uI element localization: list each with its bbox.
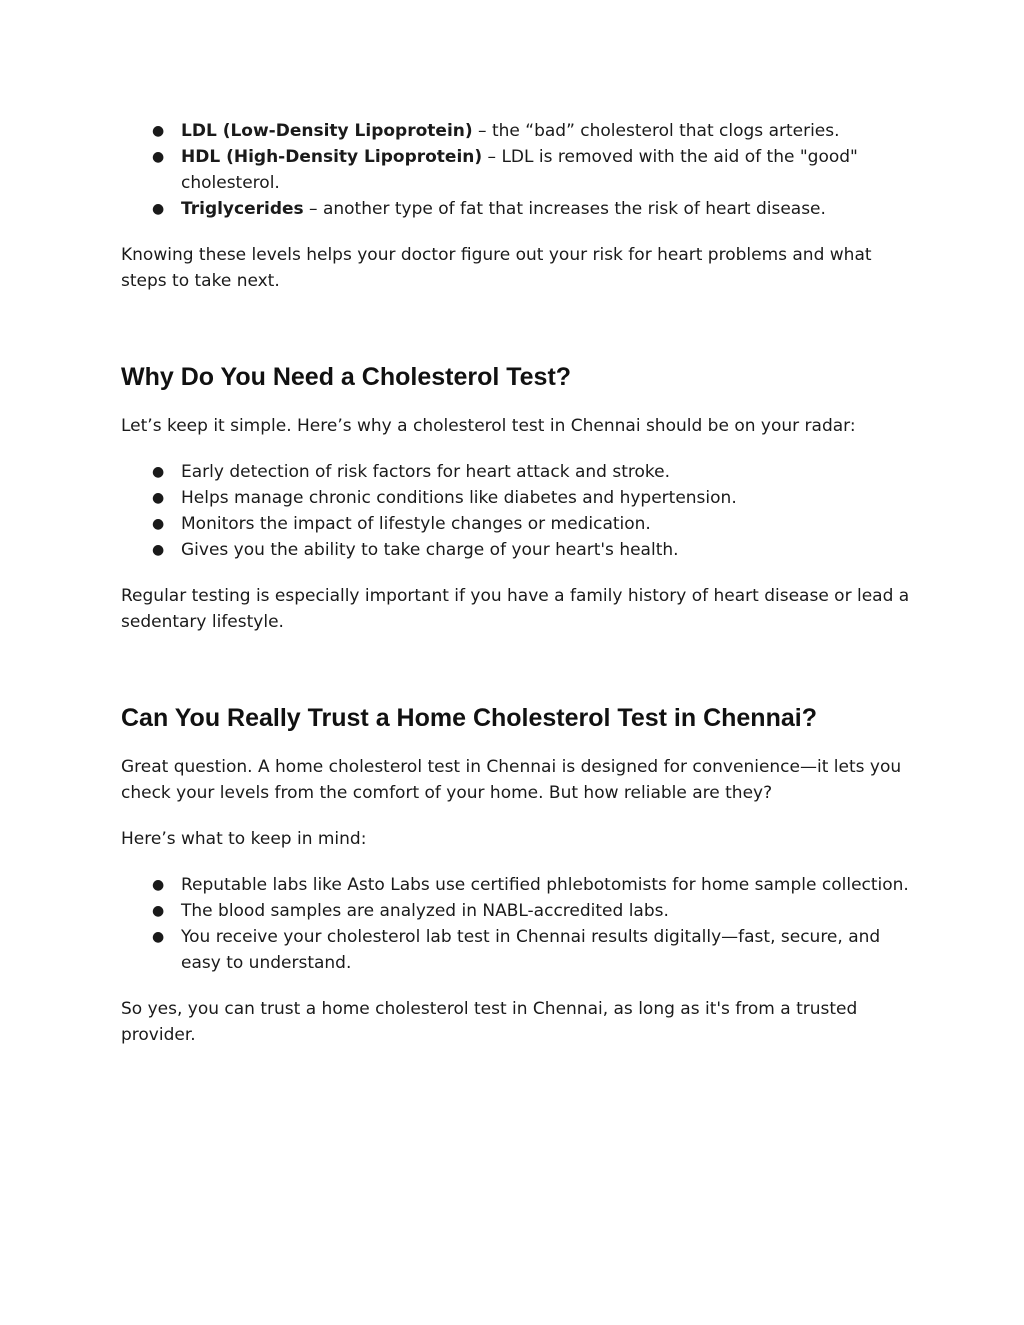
- list-item: [121, 511, 911, 537]
- intro-paragraph: Knowing these levels helps your doctor figure out your risk for heart problems and what steps to take next.: [121, 245, 872, 291]
- bullet-icon: ●: [152, 877, 165, 893]
- list-item-term: LDL (Low-Density Lipoprotein): [181, 121, 473, 141]
- bullet-icon: ●: [152, 903, 165, 919]
- lipid-types-list: [121, 118, 911, 222]
- section-heading-trust-home-test: Can You Really Trust a Home Cholesterol Test in Chennai?: [121, 704, 817, 732]
- list-item: [121, 872, 911, 898]
- bullet-icon: ●: [152, 201, 165, 217]
- list-item: [121, 196, 911, 222]
- list-item: [121, 924, 911, 976]
- list-item: [121, 537, 911, 563]
- list-item-text: Reputable labs like Asto Labs use certified phlebotomists for home sample collection.: [181, 875, 909, 895]
- document-page: [121, 118, 911, 1048]
- list-item-text: Helps manage chronic conditions like diabetes and hypertension.: [181, 488, 737, 508]
- list-item-text: Gives you the ability to take charge of your heart's health.: [181, 540, 679, 560]
- list-item-text: Monitors the impact of lifestyle changes or medication.: [181, 514, 651, 534]
- list-item-text: Early detection of risk factors for heart attack and stroke.: [181, 462, 670, 482]
- list-item: [121, 459, 911, 485]
- bullet-icon: ●: [152, 149, 165, 165]
- section-heading-why-test: Why Do You Need a Cholesterol Test?: [121, 363, 572, 391]
- reasons-list: [121, 459, 911, 563]
- list-item-text: The blood samples are analyzed in NABL-accredited labs.: [181, 901, 669, 921]
- list-item: [121, 898, 911, 924]
- list-item: [121, 118, 911, 144]
- list-item-text: – LDL is removed with the aid of the "good" cholesterol.: [181, 147, 858, 193]
- bullet-icon: ●: [152, 464, 165, 480]
- list-item-term: Triglycerides: [181, 199, 304, 219]
- section-intro: Great question. A home cholesterol test in Chennai is designed for convenience—it lets you check your levels from the comfort of your home. But how reliable are they?: [121, 757, 902, 803]
- list-item-term: HDL (High-Density Lipoprotein): [181, 147, 483, 167]
- list-item-text: You receive your cholesterol lab test in Chennai results digitally—fast, secure, and easy to understand.: [181, 927, 881, 973]
- list-item-text: – the “bad” cholesterol that clogs arteries.: [472, 121, 840, 141]
- trust-points-list: [121, 872, 911, 976]
- list-item-text: – another type of fat that increases the risk of heart disease.: [303, 199, 826, 219]
- bullet-icon: ●: [152, 123, 165, 139]
- list-item: [121, 485, 911, 511]
- bullet-icon: ●: [152, 490, 165, 506]
- bullet-icon: ●: [152, 516, 165, 532]
- section-outro: Regular testing is especially important if you have a family history of heart disease or lead a sedentary lifestyle.: [121, 586, 910, 632]
- bullet-icon: ●: [152, 542, 165, 558]
- section-intro: Let’s keep it simple. Here’s why a cholesterol test in Chennai should be on your radar:: [121, 416, 856, 436]
- section-outro: So yes, you can trust a home cholesterol test in Chennai, as long as it's from a trusted provider.: [121, 999, 858, 1045]
- list-item: [121, 144, 911, 196]
- section-lead: Here’s what to keep in mind:: [121, 829, 367, 849]
- bullet-icon: ●: [152, 929, 165, 945]
